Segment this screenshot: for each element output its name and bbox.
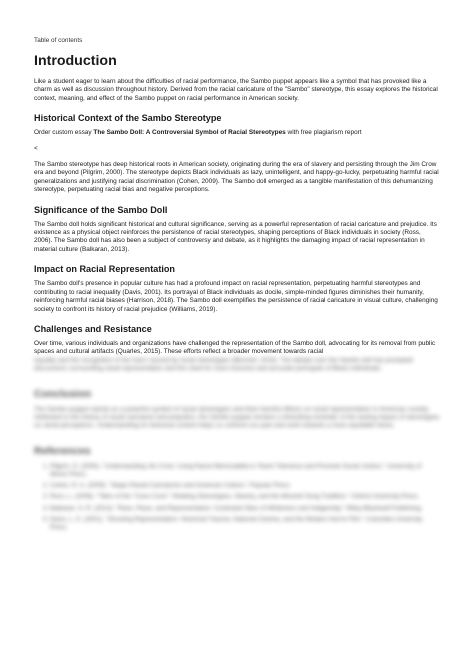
- impact-paragraph: The Sambo doll's presence in popular culture has had a profound impact on racial representation, perpetuating harmful stereotypes and contributing to racial inequality (Davis, 2001). Its portrayal of Black individuals as docile, simple-minded figures diminishes their humanity, reinforcing harmful racial biases (Harrison, 2018). The Sambo doll exemplifies the persistence of racial caricature in visual culture, challenging society to confront its history of racial prejudice (Williams, 2019).: [34, 280, 438, 313]
- order-prefix: Order custom essay: [34, 129, 92, 137]
- order-essay-line: [34, 129, 440, 137]
- order-suffix: with free plagiarism report: [287, 129, 362, 137]
- section-heading-challenges: Challenges and Resistance: [34, 323, 152, 334]
- order-essay-link[interactable]: The Sambo Doll: A Controversial Symbol of Racial Stereotypes: [93, 129, 286, 137]
- reference-item: 2. Cohen, R. A. (2009). "Negro Racial Caricatures and American Culture." Popular Press.: [50, 482, 440, 490]
- intro-paragraph: Like a student eager to learn about the difficulties of racial performance, the Sambo puppet appears like a symbol that has provoked like a charm as well as discussion throughout history. Derived from the racial caricature of the "Sambo" stereotype, this essay explores the historical context, meaning, and effect of the Sambo puppet on racial performance in American society.: [34, 78, 438, 102]
- section-heading-references: References: [34, 444, 91, 457]
- reference-item: 1. Pilgrim, D. (2000). "Understanding Jim Crow: Using Racist Memorabilia to Teach Tolerance and Promote Social Justice." University of Illinois Press.: [50, 463, 440, 479]
- section-heading-significance: Significance of the Sambo Doll: [34, 204, 168, 215]
- section-heading-conclusion: Conclusion: [34, 387, 92, 400]
- blurred-preview: [34, 357, 440, 532]
- conclusion-paragraph: The Sambo puppet stands as a powerful symbol of racial stereotypes and their harmful effects on racial representation in American society. Attributed to the history of racial caricature and prejudice, the Sambo puppet remains a disturbing reminder of the lasting impact of stereotypes on racial perceptions. Understanding its historical context helps us confront our past and work towards a more equitable future.: [34, 405, 440, 430]
- stray-symbol: <: [34, 144, 38, 152]
- table-of-contents-link[interactable]: Table of contents: [34, 37, 83, 44]
- challenges-paragraph-blurred: equality and the recognition of the harm caused by racial stereotypes (Bennett, 2019). The debate over the Sambo doll has prompted discussions surrounding racial representation and the need for more inclusive and accurate portrayals of Black individuals.: [34, 356, 413, 373]
- challenges-paragraph: Over time, various individuals and organizations have challenged the representation of the Sambo doll, advocating for its removal from public spaces and cultural artifacts (Quarles, 2015). These efforts reflect a broader movement towards racial: [34, 339, 436, 356]
- section-heading-impact: Impact on Racial Representation: [34, 264, 175, 275]
- page-title: Introduction: [34, 53, 117, 69]
- reference-item: 3. Ross, L. (2006). "Tales of the "Coon Coon": Relating Stereotypes, Slavery, and the Minstrel Song Tradition." Oxford University Press.: [50, 493, 440, 501]
- reference-item: 4. Balkaran, S. R. (2013). "Race, Place, and Representation: Contested Sites of Whiteness and Indigeneity." Wiley-Blackwell Publishing.: [50, 505, 440, 513]
- significance-paragraph: The Sambo doll holds significant historical and cultural significance, serving as a powerful representation of racial caricature and prejudice. Its existence as a physical object reinforces the persistence of racial stereotypes, shaping perceptions of Black individuals in society (Ross, 2006). The Sambo doll has also been a subject of controversy and debate, as it highlights the damaging impact of racial representation in material culture (Balkaran, 2013).: [34, 220, 437, 253]
- historical-paragraph: The Sambo stereotype has deep historical roots in American society, originating during the era of slavery and persisting through the Jim Crow era and beyond (Pilgrim, 2000). The stereotype depicts Black individuals as lazy, unintelligent, and happy-go-lucky, perpetuating harmful racial generalizations and justifying racial discrimination (Cohen, 2009). The Sambo doll emerged as a tangible manifestation of this dehumanizing stereotype, perpetuating racial bias and negative perceptions.: [34, 161, 439, 194]
- section-heading-historical: Historical Context of the Sambo Stereotype: [34, 113, 222, 124]
- reference-item: 5. Davis, L. K. (2001). "Shooting Representation: Historical Trauma, National Cinema, and the Modern Horror Film." Columbia University Press.: [50, 516, 440, 532]
- references-list: [34, 463, 440, 532]
